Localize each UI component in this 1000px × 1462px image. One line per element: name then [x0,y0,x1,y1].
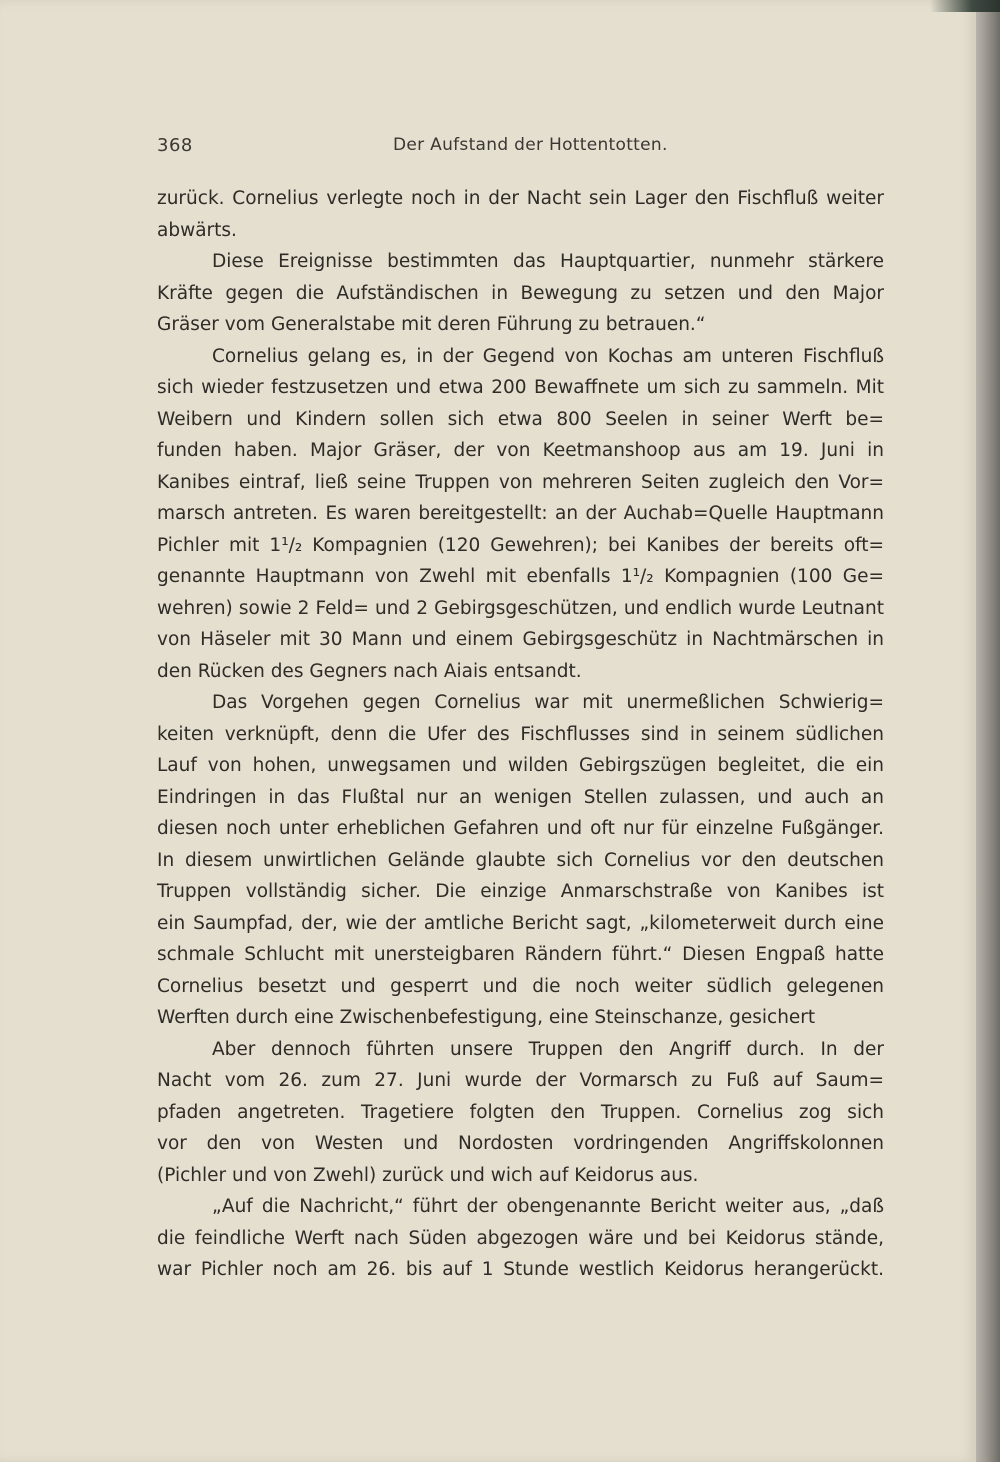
text-line: sich wieder festzusetzen und etwa 200 Bewaffnete um sich zu sammeln. Mit [157,377,884,398]
running-title: Der Aufstand der Hottentotten. [393,135,668,155]
paragraph [157,1034,884,1192]
paragraph [157,246,884,341]
text-line: funden haben. Major Gräser, der von Keetmanshoop aus am 19. Juni in [157,440,884,461]
text-line: den Rücken des Gegners nach Aiais entsandt. [157,660,582,682]
page-number: 368 [157,135,193,156]
text-line: Aber dennoch führten unsere Truppen den Angriff durch. In der [212,1038,884,1060]
text-line: von Häseler mit 30 Mann und einem Gebirgsgeschütz in Nachtmärschen in [157,629,884,650]
text-line: zurück. Cornelius verlegte noch in der Nacht sein Lager den Fischfluß weiter [157,188,884,209]
text-line: Kräfte gegen die Aufständischen in Bewegung zu setzen und den Major [157,282,884,304]
text-line: Eindringen in das Flußtal nur an wenigen Stellen zulassen, und auch an [157,786,884,808]
paragraph [157,341,884,688]
text-line: wehren) sowie 2 Feld= und 2 Gebirgsgeschützen, und endlich wurde Leutnant [157,597,884,619]
text-line: Cornelius gelang es, in der Gegend von Kochas am unteren Fischfluß [212,345,884,367]
text-line: genannte Hauptmann von Zwehl mit ebenfalls 1¹/₂ Kompagnien (100 Ge= [157,566,884,587]
text-line: die feindliche Werft nach Süden abgezogen wäre und bei Keidorus stände, [157,1227,884,1249]
paragraph [157,687,884,1034]
text-line: Pichler mit 1¹/₂ Kompagnien (120 Gewehren); bei Kanibes der bereits oft= [157,534,884,556]
text-line: schmale Schlucht mit unersteigbaren Rändern führt.“ Diesen Engpaß hatte [157,944,884,965]
body-text [157,183,884,1286]
text-line: abwärts. [157,219,237,241]
text-line: Weibern und Kindern sollen sich etwa 800 Seelen in seiner Werft be= [157,408,884,430]
text-line: pfaden angetreten. Tragetiere folgten den Truppen. Cornelius zog sich [157,1101,884,1123]
text-line: (Pichler und von Zwehl) zurück und wich auf Keidorus aus. [157,1164,699,1186]
paragraph [157,1191,884,1286]
paragraph [157,183,884,246]
text-line: Truppen vollständig sicher. Die einzige Anmarschstraße von Kanibes ist [157,881,884,902]
text-line: Cornelius besetzt und gesperrt und die noch weiter südlich gelegenen [157,975,884,997]
text-line: „Auf die Nachricht,“ führt der obengenannte Bericht weiter aus, „daß [212,1196,884,1217]
text-line: In diesem unwirtlichen Gelände glaubte sich Cornelius vor den deutschen [157,849,884,871]
text-line: Diese Ereignisse bestimmten das Hauptquartier, nunmehr stärkere [212,251,884,272]
text-line: Kanibes eintraf, ließ seine Truppen von mehreren Seiten zugleich den Vor= [157,471,884,493]
text-line: keiten verknüpft, denn die Ufer des Fischflusses sind in seinem südlichen [157,723,884,745]
text-line: vor den von Westen und Nordosten vordringenden Angriffskolonnen [157,1133,884,1154]
text-line: Das Vorgehen gegen Cornelius war mit unermeßlichen Schwierig= [212,692,884,713]
text-line: Lauf von hohen, unwegsamen und wilden Gebirgszügen begleitet, die ein [157,755,884,776]
book-edge [976,0,1000,1462]
text-line: marsch antreten. Es waren bereitgestellt: an der Auchab=Quelle Hauptmann [157,503,884,524]
text-line: diesen noch unter erheblichen Gefahren und oft nur für einzelne Fußgänger. [157,818,884,839]
book-cover-corner [930,0,1000,12]
page-header [157,133,883,163]
text-line: Gräser vom Generalstabe mit deren Führung zu betrauen.“ [157,314,706,335]
text-line: ein Saumpfad, der, wie der amtliche Bericht sagt, „kilometerweit durch eine [157,912,884,934]
text-line: Nacht vom 26. zum 27. Juni wurde der Vormarsch zu Fuß auf Saum= [157,1070,884,1091]
text-line: Werften durch eine Zwischenbefestigung, eine Steinschanze, gesichert [157,1007,816,1028]
text-line: war Pichler noch am 26. bis auf 1 Stunde westlich Keidorus herangerückt. [157,1259,884,1280]
